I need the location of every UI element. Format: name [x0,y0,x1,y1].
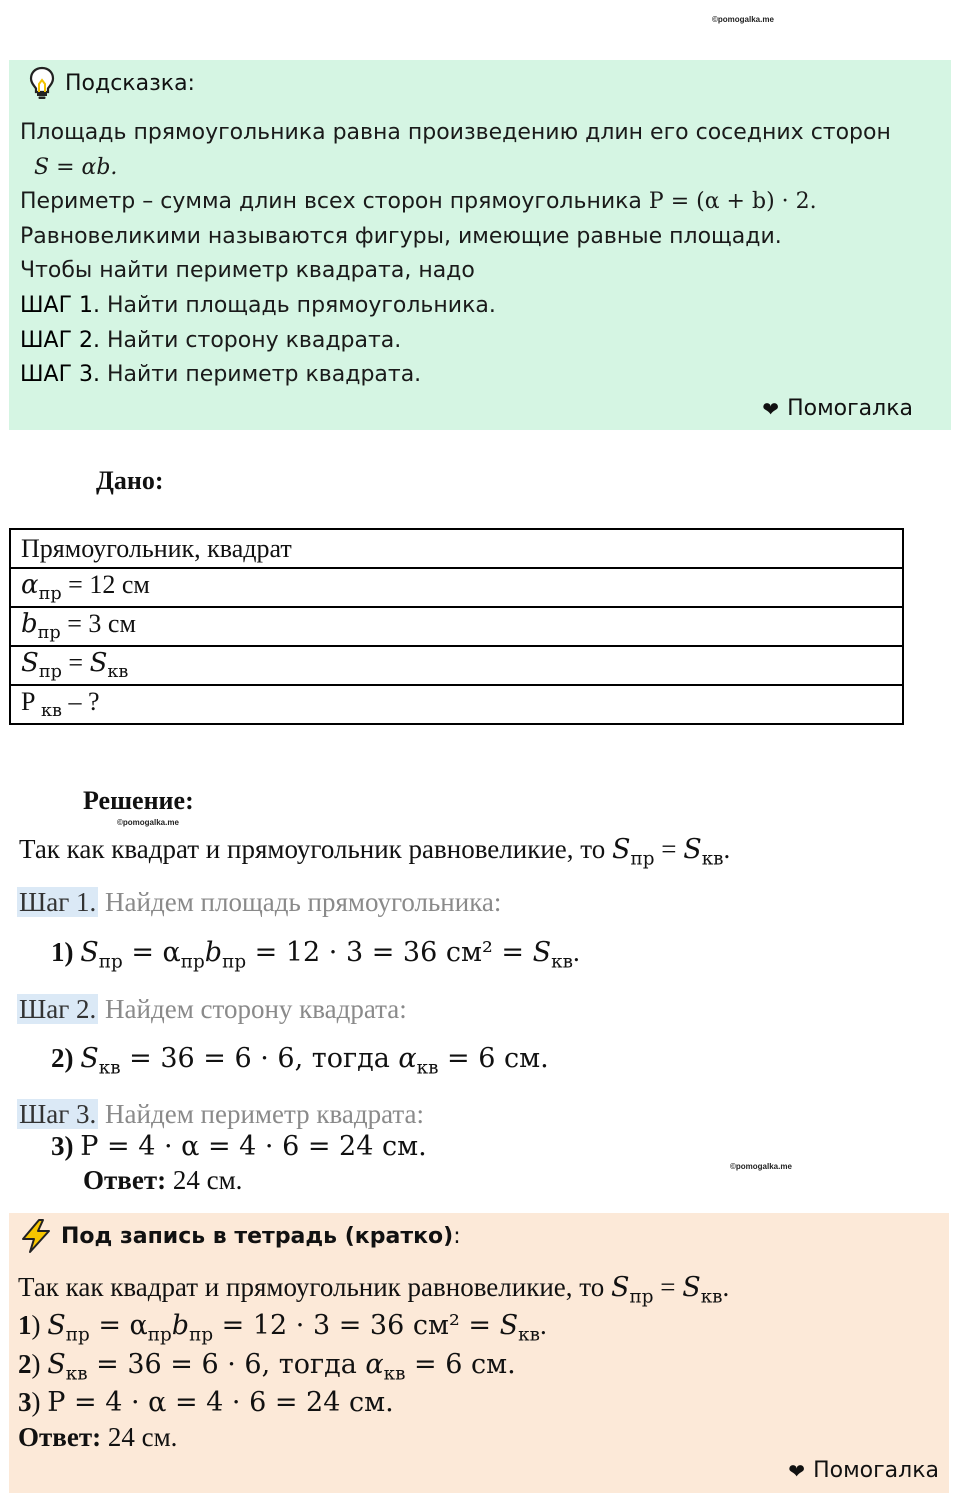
table-row [10,685,903,724]
equation-line: 2) $S_{кв} = 36 = 6 \cdot 6$, тогда $\alpha_{кв} = 6$ см. [51,1043,549,1079]
notebook-line: 3) P = 4 · α = 4 · 6 = 24 см. [18,1387,394,1418]
hint-step: ШАГ 1. Найти площадь прямоугольника. [20,292,496,318]
hint-title: Подсказка: [65,70,195,96]
notebook-line: 1) $S_{пр} = \alpha_{пр}b_{пр} = 12 \cdot 3 = 36$ $см^2 = S_{кв}$. [18,1310,547,1346]
hint-step: ШАГ 2. Найти сторону квадрата. [20,327,402,353]
table-row [10,529,903,568]
given-table [9,528,904,725]
brand-label: ❤ Помогалка [762,396,913,421]
watermark: ©pomogalka.me [730,1162,792,1171]
hint-box [9,60,951,430]
table-cell: $S_{пр} = S_{кв}$ [10,646,903,685]
perimeter-formula: P = (α + b) · 2. [648,189,817,215]
notebook-intro: Так как квадрат и прямоугольник равновеликие, то $S_{пр} = S_{кв}$. [18,1272,730,1308]
table-cell: $\alpha_{пр} = 12$ см [10,568,903,607]
hint-formula-area: S = αb. [34,154,118,180]
table-cell: $b_{пр} = 3$ см [10,607,903,646]
table-cell: P $_{кв}$ – ? [10,685,903,724]
watermark: ©pomogalka.me [712,15,774,24]
notebook-box [9,1213,949,1493]
hint-line: Площадь прямоугольника равна произведению длин его соседних сторон [20,120,891,145]
table-row [10,646,903,685]
hint-step: ШАГ 3. Найти периметр квадрата. [20,362,422,388]
table-row [10,568,903,607]
notebook-answer: Ответ: 24 см. [18,1422,178,1452]
step-heading: Шаг 3. Найдем периметр квадрата: [19,1099,424,1129]
brand-label: ❤ Помогалка [788,1458,939,1483]
step-heading: Шаг 2. Найдем сторону квадрата: [19,994,407,1024]
hint-line: Чтобы найти периметр квадрата, надо [20,258,475,284]
solution-intro: Так как квадрат и прямоугольник равновеликие, то $S_{пр} = S_{кв}$. [19,834,731,870]
heart-icon: ❤ [762,396,780,421]
table-row [10,607,903,646]
heart-icon: ❤ [788,1458,806,1483]
equation-line: 1) $S_{пр} = \alpha_{пр}b_{пр} = 12 \cdot 3 = 36$ $см^2 = S_{кв}$. [51,937,580,973]
equation-line: 3) P = 4 · α = 4 · 6 = 24 см. [51,1131,427,1162]
hint-line: Периметр – сумма длин всех сторон прямоугольника P = (α + b) · 2. [20,189,817,215]
notebook-line: 2) $S_{кв} = 36 = 6 \cdot 6$, тогда $\alpha_{кв} = 6$ см. [18,1349,516,1385]
hint-lines [20,116,891,393]
hint-line: Равновеликими называются фигуры, имеющие равные площади. [20,223,782,249]
lightning-icon [19,1218,53,1254]
table-cell: Прямоугольник, квадрат [10,529,903,568]
notebook-title-row: Под запись в тетрадь (кратко) : [19,1218,461,1254]
lightbulb-icon [29,66,55,100]
notebook-title: Под запись в тетрадь (кратко) [61,1223,454,1249]
given-heading: Дано: [96,466,164,495]
step-heading: Шаг 1. Найдем площадь прямоугольника: [19,887,502,917]
watermark: ©pomogalka.me [117,818,179,827]
hint-title-row [29,66,195,100]
answer-line: Ответ: 24 см. [83,1165,243,1195]
solution-heading: Решение: [83,786,194,815]
